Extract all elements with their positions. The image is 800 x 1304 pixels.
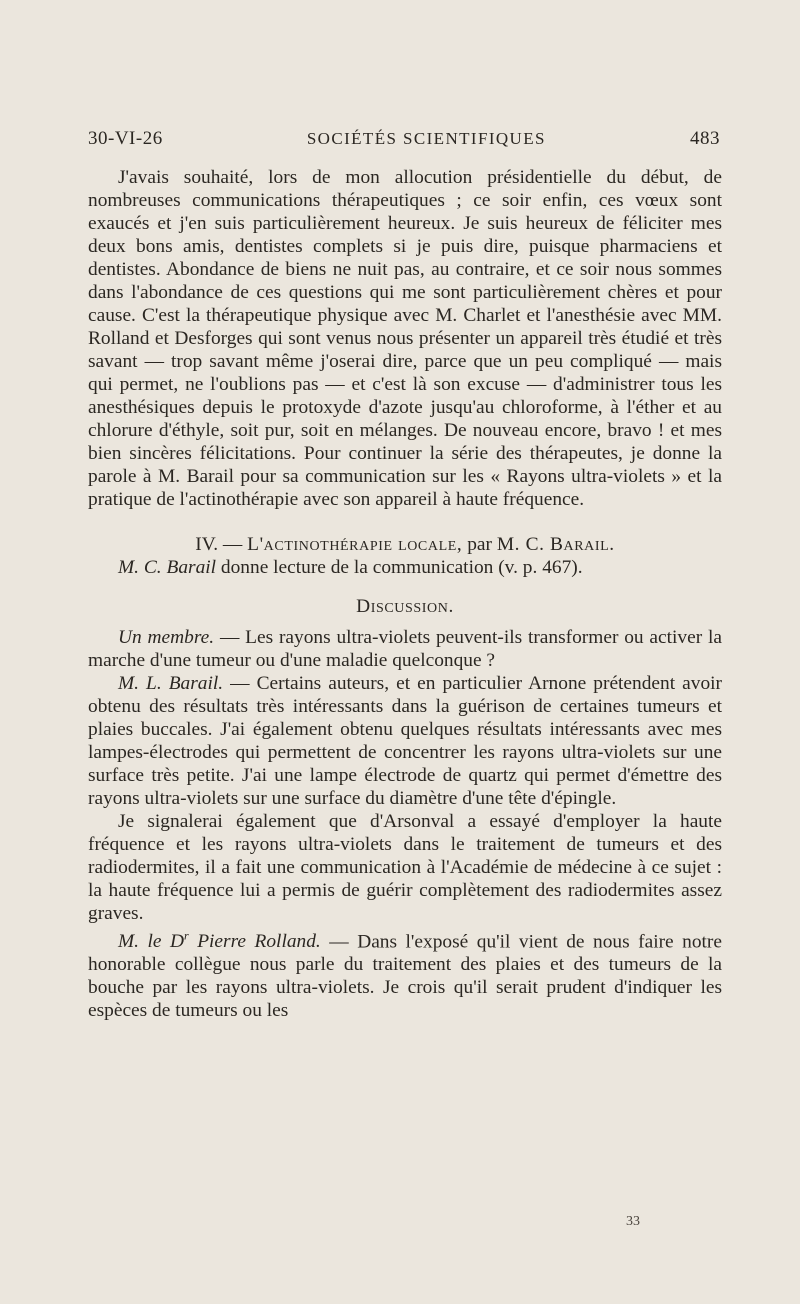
lecture-ref: (v. p. 467). [498,557,583,578]
section-by: par [467,534,492,555]
lecture-speaker: M. C. Barail [118,557,217,578]
article-body [88,166,722,1022]
discussion-heading: Discussion. [356,596,454,617]
speaker-prefix: M. le D [118,931,185,953]
discussion-speaker: Un membre. [118,627,215,648]
discussion-speaker [118,931,321,952]
intro-paragraph: J'avais souhaité, lors de mon allocution présidentielle du début, de nombreuses communications thérapeutiques ; ce soir enfin, ces vœux sont exaucés et j'en suis particulièrement heureux. Je suis heureux de féliciter mes deux bons amis, dentistes complets si je puis dire, puisque pharmaciens et dentistes. Abondance de biens ne nuit pas, au contraire, et ce soir nous sommes dans l'abondance de ces questions qui me sont particulièrement chères et pour cause. C'est la thérapeutique physique avec M. Charlet et l'anesthésie avec MM. Rolland et Desforges qui sont venus nous présenter un appareil très étudié et très savant — trop savant même j'oserai dire, parce que un peu compliqué — mais qui permet, ne l'oublions pas — et c'est là son excuse — d'administrer tous les anesthésiques depuis le protoxyde d'azote jusqu'au chloroforme, à l'éther et au chlorure d'éthyle, soit pur, soit en mélanges. De nouveau encore, bravo ! et mes bien sincères félicitations. Pour continuer la série des thérapeutes, je donne la parole à M. Barail pour sa communication sur les « Rayons ultra-violets » et la pratique de l'actinothérapie avec son appareil à haute fréquence. [88,167,722,510]
section-number: IV. — [195,534,243,555]
discussion-entry [88,672,722,810]
running-header [88,128,720,156]
discussion-text: — Les rayons ultra-violets peuvent-ils transformer ou activer la marche d'une tumeur ou d'une maladie quelconque ? [88,627,722,671]
speaker-suffix: Pierre Rolland. [197,931,321,953]
lecture-text: donne lecture de la communication [220,557,494,578]
discussion-text: Je signalerai également que d'Arsonval a essayé d'employer la haute fréquence et les rayons ultra-violets dans le traitement de tumeurs et des radiodermites, il a fait une communication à l'Académie de médecine à ce sujet : la haute fréquence lui a permis de guérir complètement des radiodermites assez graves. [88,811,722,924]
discussion-text: — Dans l'exposé qu'il vient de nous faire notre honorable collègue nous parle du traitement des plaies et des tumeurs de la bouche par les rayons ultra-violets. Je crois qu'il serait prudent d'indiquer les espèces de tumeurs ou les [88,931,722,1022]
page-number: 483 [689,128,720,149]
discussion-text: — Certains auteurs, et en particulier Arnone prétendent avoir obtenu des résultats très intéressants dans la guérison de certaines tumeurs et plaies buccales. J'ai également obtenu quelques résultats intéressants avec mes lampes-électrodes qui permettent de concentrer les rayons ultra-violets sur une surface très petite. J'ai une lampe électrode de quartz qui permet d'émettre des rayons ultra-violets sur une surface du diamètre d'une tête d'épingle. [88,673,722,809]
section-title: L'actinothérapie locale, [247,534,463,555]
header-date: 30-VI-26 [88,128,163,149]
discussion-entry [88,626,722,672]
header-title: SOCIÉTÉS SCIENTIFIQUES [306,129,546,148]
section-author: M. C. Barail. [496,534,615,555]
discussion-speaker: M. L. Barail. [118,673,224,694]
section-heading [88,533,722,556]
discussion-entry [88,810,722,925]
discussion-entry [88,925,722,1022]
signature-mark: 33 [626,1214,640,1229]
speaker-sup: r [184,929,189,943]
lecture-paragraph [88,556,722,579]
